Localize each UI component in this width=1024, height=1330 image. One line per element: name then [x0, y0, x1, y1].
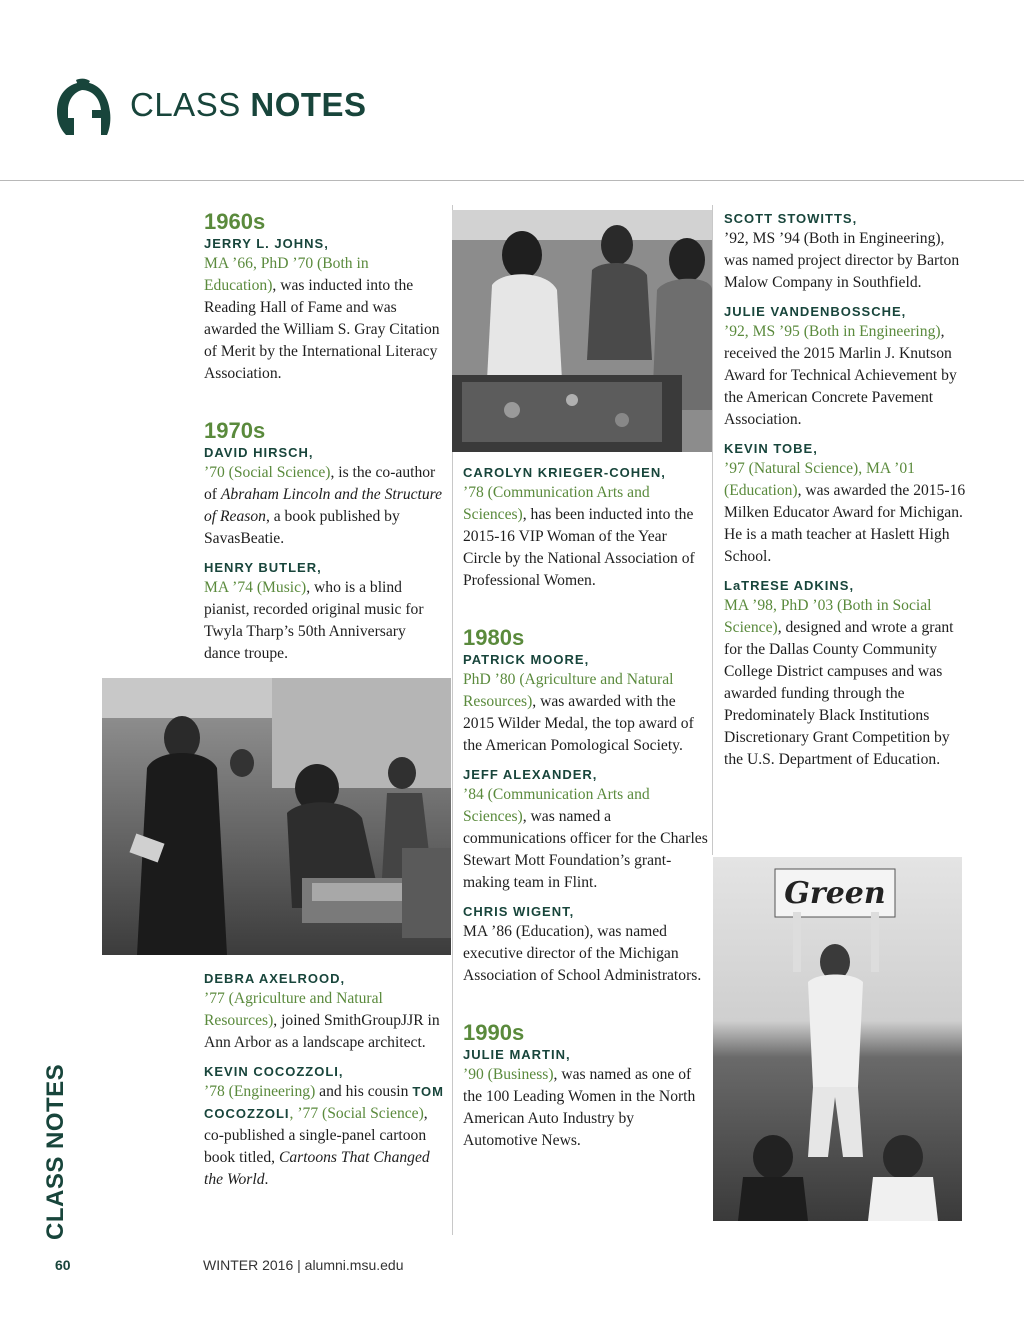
- issue-footer: WINTER 2016 | alumni.msu.edu: [203, 1257, 404, 1273]
- degree-info: PhD ’80 (Agriculture and Natural Resources): [463, 671, 674, 710]
- class-note-entry: [463, 651, 708, 757]
- note-text: PhD ’80 (Agriculture and Natural Resources), was awarded with the 2015 Wilder Medal, the top award of the American Pomological Society.: [463, 671, 694, 754]
- page-title: CLASS NOTES: [130, 86, 367, 123]
- decade-heading-1990s: 1990s: [463, 1020, 525, 1045]
- decade-heading-1980s: 1980s: [463, 625, 525, 650]
- book-title: Abraham Lincoln and the Structure of Reason: [204, 486, 443, 525]
- degree-info: ’92, MS ’95 (Both in Engineering): [724, 323, 941, 340]
- alumni-name: JULIE MARTIN,: [463, 1047, 571, 1062]
- class-note-entry: [204, 444, 444, 550]
- note-text: ’78 (Engineering) and his cousin TOM COCOZZOLI, ’77 (Social Science), co-published a single-panel cartoon book titled, Cartoons That Changed the World.: [204, 1083, 444, 1188]
- alumni-name: SCOTT STOWITTS,: [724, 211, 858, 226]
- column-1-bottom: [204, 970, 444, 1200]
- note-text: MA ’66, PhD ’70 (Both in Education), was inducted into the Reading Hall of Fame and was awarded the William S. Gray Citation of Merit by the International Literacy Association.: [204, 255, 440, 382]
- decade-heading-1960s: 1960s: [204, 209, 266, 234]
- note-text: ’92, MS ’95 (Both in Engineering), received the 2015 Marlin J. Knutson Award for Technical Achievement by the American Concrete Pavement Association.: [724, 323, 957, 428]
- degree-info: ’70 (Social Science): [204, 464, 331, 481]
- alumni-name: JEFF ALEXANDER,: [463, 767, 598, 782]
- alumni-name: TOM COCOZZOLI: [204, 1084, 444, 1121]
- degree-info: ’84 (Communication Arts and Sciences): [463, 786, 650, 825]
- column-3: [724, 210, 969, 780]
- note-text: ’97 (Natural Science), MA ’01 (Education), was awarded the 2015-16 Milken Educator Award for Michigan. He is a math teacher at Haslett High School.: [724, 460, 966, 565]
- alumni-name: KEVIN TOBE,: [724, 441, 818, 456]
- column-divider: [712, 205, 713, 855]
- alumni-name: DEBRA AXELROOD,: [204, 971, 346, 986]
- alumni-name: LaTRESE ADKINS,: [724, 578, 855, 593]
- class-note-entry: [204, 235, 444, 385]
- page-number: 60: [55, 1257, 71, 1273]
- note-text: MA ’74 (Music), who is a blind pianist, recorded original music for Twyla Tharp’s 50th Anniversary dance troupe.: [204, 579, 424, 662]
- alumni-name: CHRIS WIGENT,: [463, 904, 575, 919]
- note-text: ’92, MS ’94 (Both in Engineering), was named project director by Barton Malow Company in Southfield.: [724, 230, 960, 291]
- degree-info: MA ’74 (Music): [204, 579, 307, 596]
- alumni-name: HENRY BUTLER,: [204, 560, 322, 575]
- section-label-vertical: CLASS NOTES: [42, 1063, 69, 1240]
- degree-info: , ’77 (Social Science): [289, 1105, 424, 1122]
- class-note-entry: [463, 1046, 708, 1152]
- alumni-name: JERRY L. JOHNS,: [204, 236, 329, 251]
- sign-text: Green: [784, 876, 886, 911]
- photo-pinball-players: [452, 210, 712, 452]
- degree-info: ’78 (Engineering): [204, 1083, 316, 1100]
- alumni-name: CAROLYN KRIEGER-COHEN,: [463, 465, 666, 480]
- photo-cheerleader-green-sign: [713, 857, 962, 1221]
- degree-info: ’97 (Natural Science), MA ’01 (Education): [724, 460, 915, 499]
- alumni-name: PATRICK MOORE,: [463, 652, 590, 667]
- degree-info: ’78 (Communication Arts and Sciences): [463, 484, 650, 523]
- class-note-entry: [463, 766, 708, 894]
- alumni-name: DAVID HIRSCH,: [204, 445, 314, 460]
- column-2: [463, 464, 708, 1161]
- column-1-top: [204, 209, 444, 674]
- note-text: MA ’86 (Education), was named executive director of the Michigan Association of School Administrators.: [463, 923, 702, 984]
- class-note-entry: [724, 303, 969, 431]
- class-note-entry: [204, 1063, 444, 1191]
- degree-info: MA ’66, PhD ’70 (Both in Education): [204, 255, 369, 294]
- class-note-entry: [204, 970, 444, 1054]
- note-text: ’77 (Agriculture and Natural Resources), joined SmithGroupJJR in Ann Arbor as a landscape architect.: [204, 990, 440, 1051]
- note-text: ’70 (Social Science), is the co-author of Abraham Lincoln and the Structure of Reason, a book published by SavasBeatie.: [204, 464, 443, 547]
- note-text: ’78 (Communication Arts and Sciences), has been inducted into the 2015-16 VIP Woman of the Year Circle by the National Association of Professional Women.: [463, 484, 695, 589]
- book-title: Cartoons That Changed the World: [204, 1149, 430, 1188]
- class-note-entry: [724, 577, 969, 771]
- alumni-name: JULIE VANDENBOSSCHE,: [724, 304, 907, 319]
- class-note-entry: [724, 210, 969, 294]
- class-note-entry: [724, 440, 969, 568]
- class-note-entry: [463, 464, 708, 592]
- photo-students-terminals: [102, 678, 451, 955]
- header-divider: [0, 180, 1024, 181]
- degree-info: ’90 (Business): [463, 1066, 554, 1083]
- decade-heading-1970s: 1970s: [204, 418, 266, 443]
- class-note-entry: [463, 903, 708, 987]
- note-text: ’84 (Communication Arts and Sciences), was named a communications officer for the Charles Stewart Mott Foundation’s grant-making team in Flint.: [463, 786, 708, 891]
- spartan-helmet-icon: [52, 78, 112, 140]
- note-text: MA ’98, PhD ’03 (Both in Social Science), designed and wrote a grant for the Dallas County Community College District campuses and was awarded funding through the Predominately Black Institutions Discretionary Grant Competition by the U.S. Department of Education.: [724, 597, 954, 768]
- degree-info: ’77 (Agriculture and Natural Resources): [204, 990, 383, 1029]
- degree-info: MA ’98, PhD ’03 (Both in Social Science): [724, 597, 932, 636]
- alumni-name: KEVIN COCOZZOLI,: [204, 1064, 344, 1079]
- note-text: ’90 (Business), was named as one of the 100 Leading Women in the North American Auto Industry by Automotive News.: [463, 1066, 696, 1149]
- class-note-entry: [204, 559, 444, 665]
